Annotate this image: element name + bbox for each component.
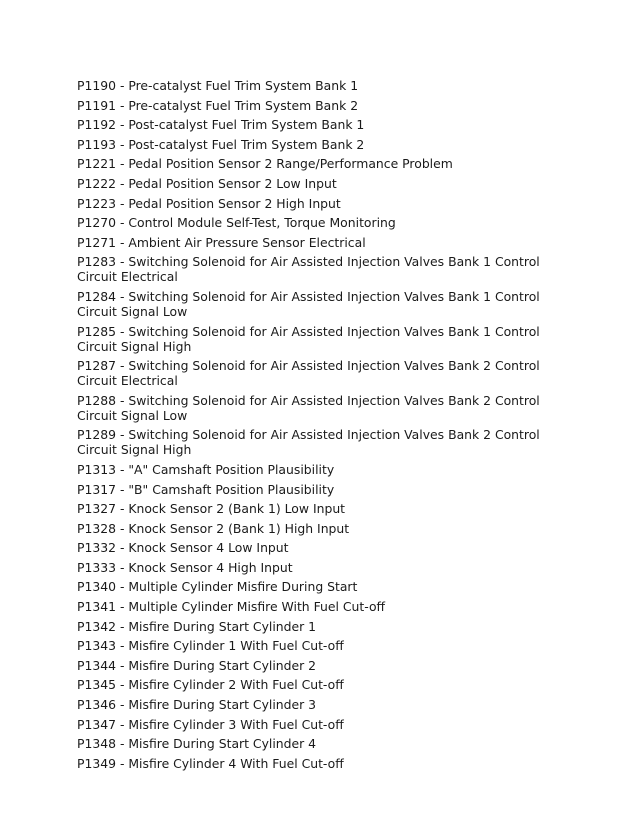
trouble-code-list (77, 78, 567, 775)
list-item: P1285 - Switching Solenoid for Air Assisted Injection Valves Bank 1 Control Circuit Signal High (77, 323, 540, 354)
list-item: P1271 - Ambient Air Pressure Sensor Electrical (77, 234, 366, 250)
list-item: P1342 - Misfire During Start Cylinder 1 (77, 618, 317, 634)
list-item: P1289 - Switching Solenoid for Air Assisted Injection Valves Bank 2 Control Circuit Signal High (77, 427, 540, 458)
list-item: P1327 - Knock Sensor 2 (Bank 1) Low Input (77, 501, 346, 517)
list-item: P1283 - Switching Solenoid for Air Assisted Injection Valves Bank 1 Control Circuit Electrical (77, 254, 540, 285)
list-item: P1223 - Pedal Position Sensor 2 High Input (77, 195, 341, 211)
list-item: P1270 - Control Module Self-Test, Torque Monitoring (77, 215, 396, 231)
list-item: P1328 - Knock Sensor 2 (Bank 1) High Input (77, 520, 350, 536)
list-item: P1313 - "A" Camshaft Position Plausibility (77, 461, 335, 477)
list-item: P1333 - Knock Sensor 4 High Input (77, 559, 293, 575)
list-item: P1344 - Misfire During Start Cylinder 2 (77, 657, 317, 673)
list-item: P1317 - "B" Camshaft Position Plausibility (77, 481, 335, 497)
list-item: P1343 - Misfire Cylinder 1 With Fuel Cut-off (77, 638, 344, 654)
list-item: P1340 - Multiple Cylinder Misfire During Start (77, 579, 358, 595)
list-item: P1348 - Misfire During Start Cylinder 4 (77, 736, 317, 752)
list-item: P1222 - Pedal Position Sensor 2 Low Input (77, 175, 337, 191)
list-item: P1284 - Switching Solenoid for Air Assisted Injection Valves Bank 1 Control Circuit Signal Low (77, 288, 540, 319)
list-item: P1288 - Switching Solenoid for Air Assisted Injection Valves Bank 2 Control Circuit Signal Low (77, 392, 540, 423)
list-item: P1346 - Misfire During Start Cylinder 3 (77, 697, 317, 713)
list-item: P1345 - Misfire Cylinder 2 With Fuel Cut-off (77, 677, 344, 693)
list-item: P1193 - Post-catalyst Fuel Trim System Bank 2 (77, 136, 365, 152)
list-item: P1191 - Pre-catalyst Fuel Trim System Bank 2 (77, 97, 359, 113)
list-item: P1349 - Misfire Cylinder 4 With Fuel Cut-off (77, 755, 344, 771)
list-item: P1190 - Pre-catalyst Fuel Trim System Bank 1 (77, 78, 359, 93)
list-item: P1221 - Pedal Position Sensor 2 Range/Performance Problem (77, 156, 453, 172)
list-item: P1287 - Switching Solenoid for Air Assisted Injection Valves Bank 2 Control Circuit Electrical (77, 358, 540, 389)
list-item: P1192 - Post-catalyst Fuel Trim System Bank 1 (77, 117, 365, 133)
list-item: P1332 - Knock Sensor 4 Low Input (77, 540, 289, 556)
list-item: P1347 - Misfire Cylinder 3 With Fuel Cut-off (77, 716, 344, 732)
list-item: P1341 - Multiple Cylinder Misfire With Fuel Cut-off (77, 599, 386, 615)
